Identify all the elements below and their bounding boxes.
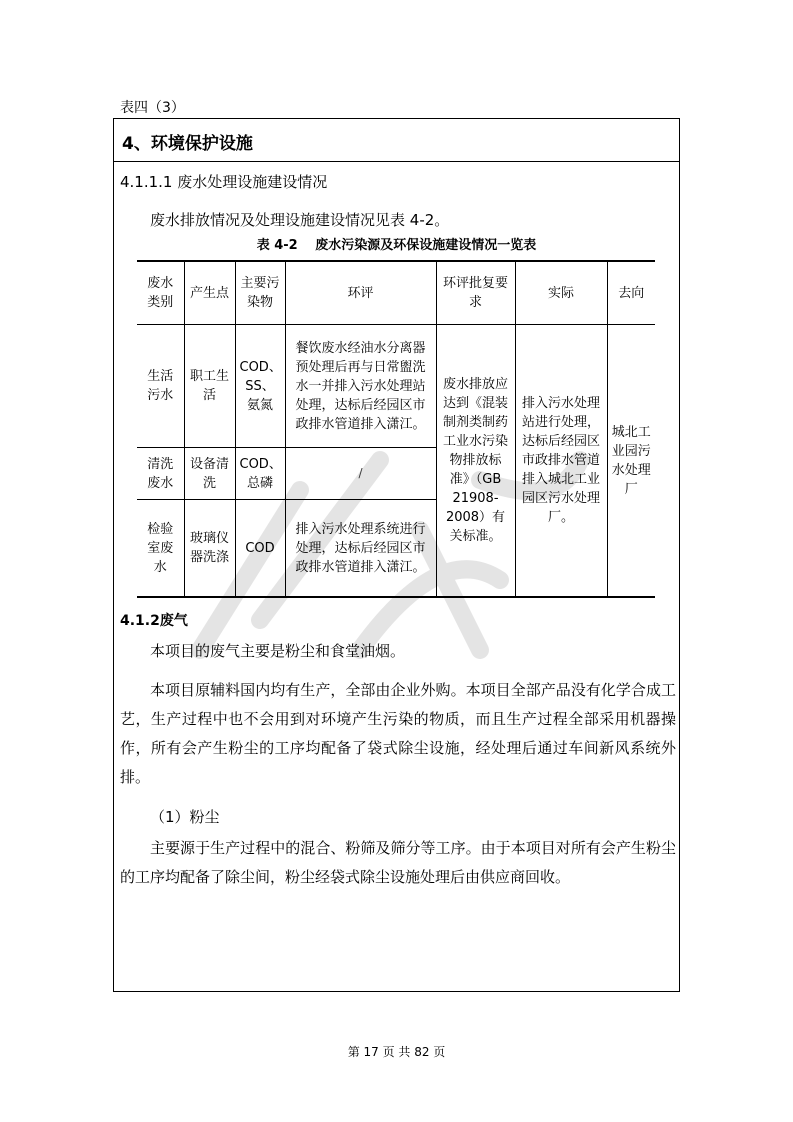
header-cell: 主要污染物 <box>235 261 285 325</box>
page-footer: 第 17 页 共 82 页 <box>347 1045 446 1059</box>
cell-source: 职工生活 <box>184 325 235 448</box>
cell-source: 设备清洗 <box>184 448 235 500</box>
cell-pollutants: COD、总磷 <box>235 448 285 500</box>
cell-eia: / <box>285 448 436 500</box>
gas-heading: 4.1.2废气 <box>120 613 188 629</box>
header-cell: 环评 <box>285 261 436 325</box>
dust-label: （1）粉尘 <box>150 808 220 826</box>
cell-type: 检验室废水 <box>137 500 184 598</box>
paragraph: 主要源于生产过程中的混合、粉筛及筛分等工序。由于本项目对所有会产生粉尘的工序均配备了除尘间，粉尘经袋式除尘设施处理后由供应商回收。 <box>120 839 676 886</box>
cell-destination: 城北工业园污水处理厂 <box>607 325 655 598</box>
intro-text: 废水排放情况及处理设施建设情况见表 4-2。 <box>150 211 450 229</box>
cell-pollutants: COD <box>235 500 285 598</box>
cell-actual: 排入污水处理站进行处理，达标后经园区市政排水管道排入城北工业园区污水处理厂。 <box>515 325 607 598</box>
cell-eia: 餐饮废水经油水分离器预处理后再与日常盥洗水一并排入污水处理站处理，达标后经园区市政排水管道排入潇江。 <box>285 325 436 448</box>
table-row <box>137 325 655 448</box>
header-cell: 实际 <box>515 261 607 325</box>
cell-source: 玻璃仪器洗涤 <box>184 500 235 598</box>
header-cell: 环评批复要求 <box>436 261 515 325</box>
sub-heading: 4.1.1.1 废水处理设施建设情况 <box>120 173 328 191</box>
header-cell: 去向 <box>607 261 655 325</box>
header-cell: 产生点 <box>184 261 235 325</box>
cell-eia: 排入污水处理系统进行处理，达标后经园区市政排水管道排入潇江。 <box>285 500 436 598</box>
cell-type: 生活污水 <box>137 325 184 448</box>
wastewater-table <box>137 260 655 598</box>
cell-type: 清洗废水 <box>137 448 184 500</box>
table-label: 表四（3） <box>120 100 185 116</box>
table-header-row <box>137 261 655 325</box>
cell-pollutants: COD、SS、氨氮 <box>235 325 285 448</box>
paragraph: 本项目的废气主要是粉尘和食堂油烟。 <box>150 642 406 660</box>
table-caption: 表 4-2 废水污染源及环保设施建设情况一览表 <box>256 238 537 253</box>
paragraph: 本项目原辅料国内均有生产，全部由企业外购。本项目全部产品没有化学合成工艺，生产过程中也不会用到对环境产生污染的物质，而且生产过程全部采用机器操作，所有会产生粉尘的工序均配备了袋式除尘设施，经处理后通过车间新风系统外排。 <box>120 681 676 786</box>
header-cell: 废水类别 <box>137 261 184 325</box>
section-title: 4、环境保护设施 <box>113 118 680 162</box>
cell-approval: 废水排放应达到《混装制剂类制药工业水污染物排放标准》（GB 21908-2008）有关标准。 <box>436 325 515 598</box>
